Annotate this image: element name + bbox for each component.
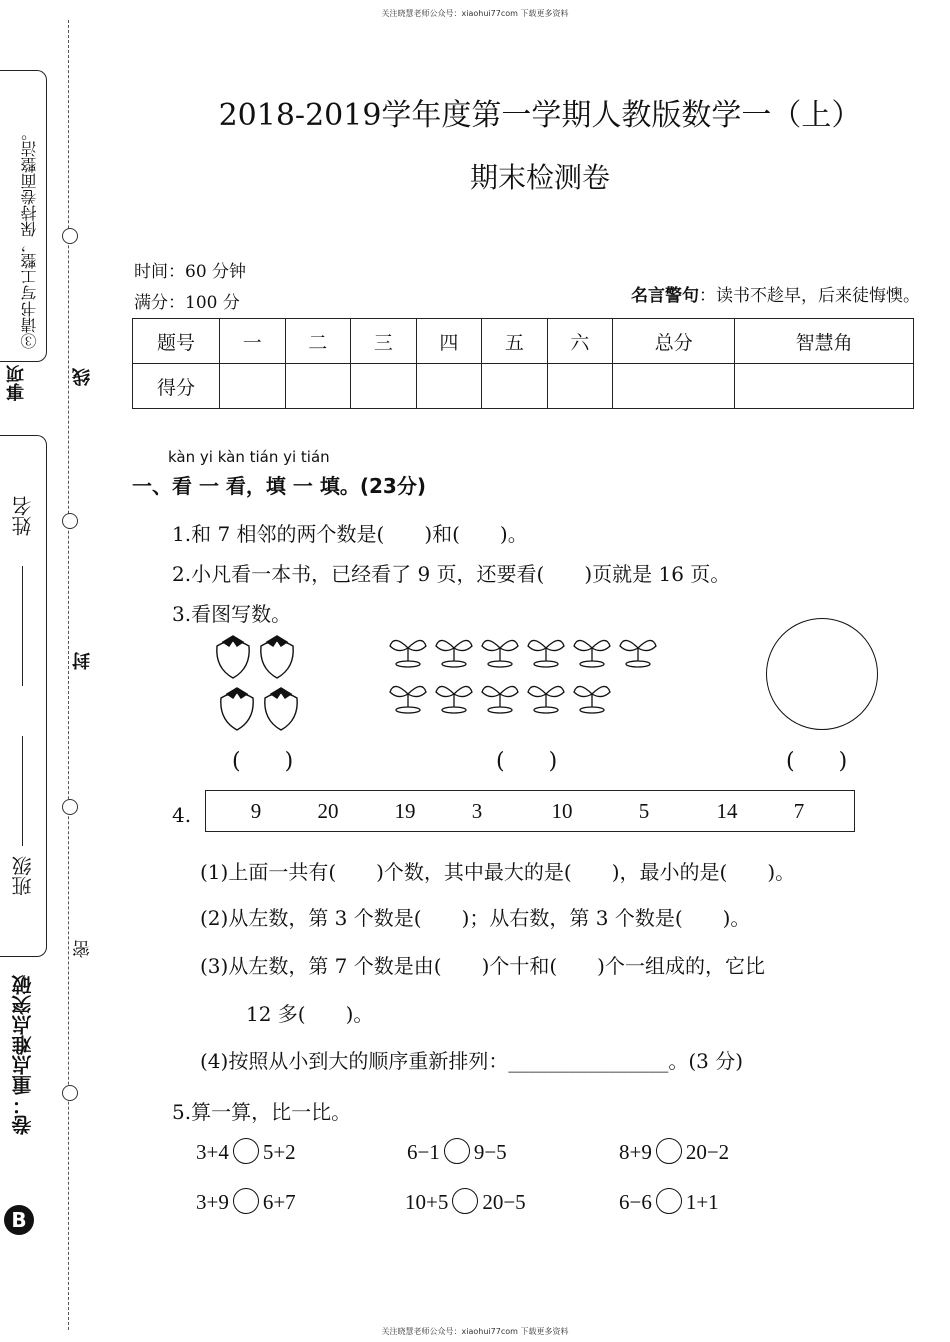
- strawberry-icon: [221, 688, 253, 730]
- section1-title-text: 一、看 一 看，填 一 填。: [132, 474, 360, 498]
- question-4-4: (4)按照从小到大的顺序重新排列：________________。(3 分): [200, 1049, 744, 1073]
- compare-right: 9−5: [473, 1140, 507, 1164]
- compare-right: 1+1: [685, 1190, 719, 1214]
- compare-right: 20−5: [482, 1190, 526, 1214]
- score-cell[interactable]: [482, 364, 548, 409]
- score-col-6: 六: [547, 319, 613, 364]
- compare-right: 5+2: [262, 1140, 296, 1164]
- question-4-1: (1)上面一共有( )个数，其中最大的是( )，最小的是( )。: [200, 860, 796, 884]
- section1-pinyin: kàn yi kàn tián yi tián: [168, 448, 330, 466]
- number-box: [205, 790, 855, 832]
- number-item: 20: [317, 799, 339, 823]
- watermark-bottom: 关注晓慧老师公众号：xiaohui77com 下载更多资料: [381, 1327, 569, 1336]
- compare-item-5: [405, 1188, 526, 1215]
- question-4-3-cont: 12 多( )。: [246, 1002, 374, 1026]
- number-item: 9: [250, 799, 262, 823]
- compare-left: 6−6: [619, 1190, 652, 1214]
- compare-item-4: [196, 1188, 296, 1215]
- seedlings-image: [388, 628, 678, 723]
- compare-left: 8+9: [619, 1140, 652, 1164]
- binding-sidebar: [0, 70, 48, 1300]
- binding-hole-4: [62, 1085, 78, 1101]
- compare-item-6: [619, 1188, 719, 1215]
- question-4-label: 4.: [172, 803, 192, 827]
- notes-text: ③请书写工整，保持卷面整洁。: [20, 125, 39, 349]
- question-2: 2.小凡看一本书，已经看了 9 页，还要看( )页就是 16 页。: [172, 562, 731, 586]
- section1-title: [132, 470, 426, 499]
- cut-label-secret: 密: [72, 940, 93, 958]
- class-label: 班级: [11, 856, 35, 896]
- paper-title: 卷：重点难点突破: [11, 975, 35, 1135]
- compare-right: 6+7: [262, 1190, 296, 1214]
- compare-right: 20−2: [685, 1140, 730, 1164]
- page-subtitle: 期末检测卷: [469, 161, 610, 194]
- class-line: [22, 736, 23, 846]
- motto: [631, 281, 920, 306]
- score-cell[interactable]: [735, 364, 914, 409]
- score-col-5: 五: [482, 319, 548, 364]
- paper-badge: B: [4, 1205, 34, 1235]
- section1-points: (23分): [359, 474, 426, 498]
- exam-time: 时间：60 分钟: [134, 262, 247, 282]
- watermark-top: 关注晓慧老师公众号：xiaohui77com 下载更多资料: [381, 9, 569, 18]
- compare-item-3: [619, 1138, 729, 1165]
- question-3: 3.看图写数。: [172, 602, 292, 626]
- notes-box: [0, 70, 47, 362]
- score-cell[interactable]: [416, 364, 482, 409]
- q3-blank-1[interactable]: ( ): [232, 749, 294, 774]
- binding-hole-1: [62, 228, 78, 244]
- score-table-header-row: [133, 319, 914, 364]
- score-col-2: 二: [285, 319, 351, 364]
- q3-blank-2[interactable]: ( ): [496, 749, 558, 774]
- score-col-bonus: 智慧角: [735, 319, 914, 364]
- score-col-1: 一: [220, 319, 286, 364]
- strawberry-icon: [261, 636, 293, 678]
- score-cell[interactable]: [351, 364, 417, 409]
- binding-hole-2: [62, 513, 78, 529]
- score-col-3: 三: [351, 319, 417, 364]
- cut-line: [68, 20, 69, 1330]
- student-info-box: [0, 435, 47, 957]
- compare-item-2: [407, 1138, 507, 1165]
- score-cell[interactable]: [220, 364, 286, 409]
- cut-label-seal: 封: [72, 652, 93, 670]
- compare-left: 6−1: [407, 1140, 440, 1164]
- score-cell[interactable]: [285, 364, 351, 409]
- score-row-label: 得分: [133, 364, 220, 409]
- question-5: 5.算一算，比一比。: [172, 1100, 352, 1124]
- binding-hole-3: [62, 799, 78, 815]
- score-table: [132, 318, 914, 409]
- name-line: [22, 566, 23, 686]
- motto-label: 名言警句: [631, 286, 699, 306]
- q3-blank-3[interactable]: ( ): [786, 749, 848, 774]
- number-item: 7: [793, 799, 805, 823]
- score-col-4: 四: [416, 319, 482, 364]
- compare-circle[interactable]: [452, 1188, 478, 1214]
- score-table-score-row: [133, 364, 914, 409]
- empty-circle-image: [766, 618, 878, 730]
- number-item: 3: [471, 799, 483, 823]
- compare-left: 10+5: [405, 1190, 449, 1214]
- compare-left: 3+4: [196, 1140, 229, 1164]
- score-cell[interactable]: [547, 364, 613, 409]
- name-label: 姓名: [11, 496, 35, 536]
- compare-circle[interactable]: [233, 1188, 259, 1214]
- exam-full-score: 满分：100 分: [134, 293, 240, 313]
- motto-text: ：读书不趁早，后来徒悔懊。: [699, 286, 920, 306]
- score-col-total: 总分: [613, 319, 735, 364]
- question-4-3: (3)从左数，第 7 个数是由( )个十和( )个一组成的，它比: [200, 954, 765, 978]
- compare-item-1: [196, 1138, 296, 1165]
- compare-circle[interactable]: [233, 1138, 259, 1164]
- number-item: 10: [551, 799, 573, 823]
- compare-circle[interactable]: [656, 1188, 682, 1214]
- number-item: 19: [394, 799, 416, 823]
- strawberry-icon: [217, 636, 249, 678]
- strawberry-icon: [265, 688, 297, 730]
- number-item: 5: [638, 799, 650, 823]
- page-title: 2018-2019学年度第一学期人教版数学一（上）: [218, 98, 862, 133]
- score-col-label: 题号: [133, 319, 220, 364]
- score-cell[interactable]: [613, 364, 735, 409]
- question-4-2: (2)从左数，第 3 个数是( )；从右数，第 3 个数是( )。: [200, 906, 751, 930]
- strawberries-image: [205, 628, 315, 738]
- number-item: 14: [716, 799, 738, 823]
- cut-label-line: 线: [72, 368, 93, 386]
- compare-left: 3+9: [196, 1190, 229, 1214]
- notes-heading: 事项: [6, 365, 27, 401]
- compare-circle[interactable]: [444, 1138, 470, 1164]
- compare-circle[interactable]: [656, 1138, 682, 1164]
- question-1: 1.和 7 相邻的两个数是( )和( )。: [172, 522, 528, 546]
